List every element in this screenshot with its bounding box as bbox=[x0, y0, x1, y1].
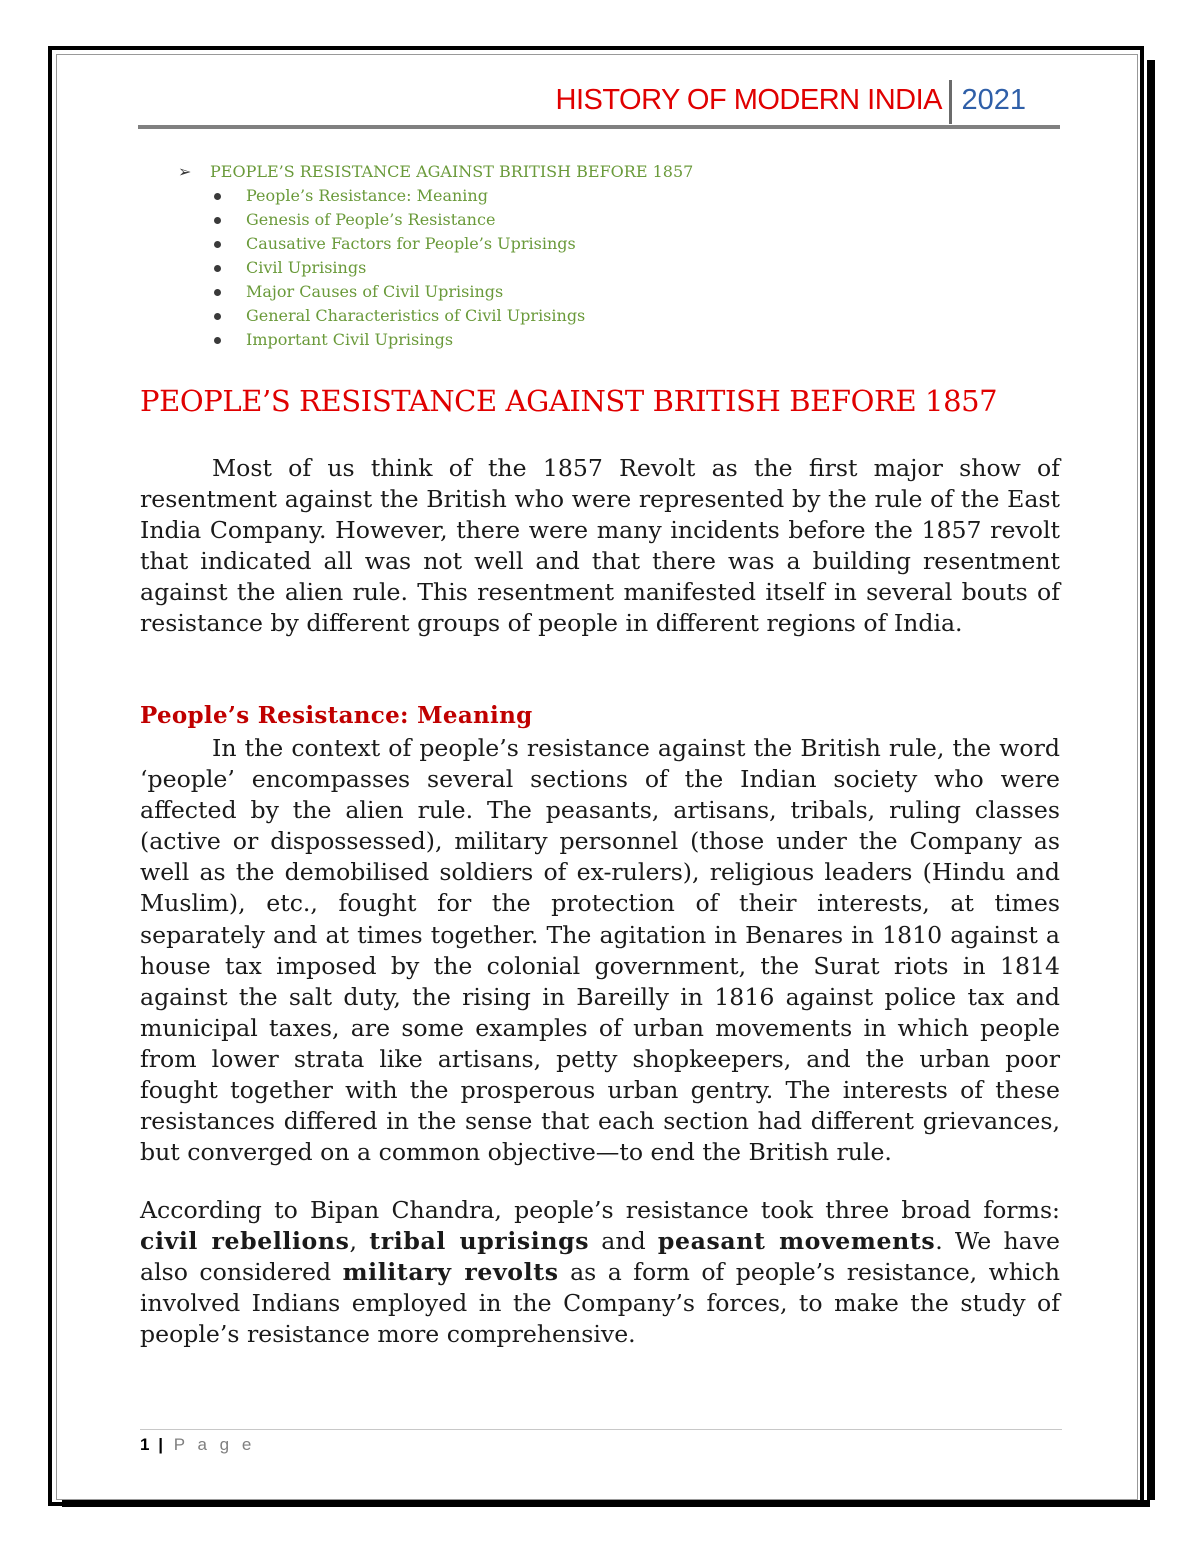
outline-item-label: People’s Resistance: Meaning bbox=[246, 186, 488, 205]
emphasis-tribal-uprisings: tribal uprisings bbox=[369, 1227, 590, 1256]
bullet-icon bbox=[214, 193, 221, 200]
header-year: 2021 bbox=[961, 84, 1026, 116]
outline-item bbox=[178, 208, 1038, 232]
outline-item-label: Genesis of People’s Resistance bbox=[246, 210, 496, 229]
bullet-icon bbox=[214, 289, 221, 296]
outline-item-label: General Characteristics of Civil Uprisings bbox=[246, 306, 586, 325]
page-header bbox=[138, 80, 1060, 130]
outline-item-label: Important Civil Uprisings bbox=[246, 330, 454, 349]
page-border-shadow-bottom bbox=[62, 1500, 1150, 1507]
text-run: and bbox=[589, 1227, 658, 1256]
page-border-shadow-right bbox=[1147, 60, 1155, 1500]
emphasis-military-revolts: military revolts bbox=[342, 1258, 559, 1287]
outline-item-label: Major Causes of Civil Uprisings bbox=[246, 282, 504, 301]
footer-separator: | bbox=[158, 1435, 163, 1454]
bullet-icon bbox=[214, 217, 221, 224]
page-number: 1 bbox=[140, 1435, 150, 1454]
outline-item bbox=[178, 184, 1038, 208]
outline-list bbox=[178, 184, 1038, 352]
arrow-bullet-icon: ➢ bbox=[178, 162, 192, 181]
bipan-chandra-paragraph bbox=[140, 1195, 1060, 1350]
outline-item bbox=[178, 328, 1038, 352]
outline-heading-row bbox=[178, 160, 1038, 184]
meaning-paragraph: In the context of people’s resistance against the British rule, the word ‘people’ encompasses several sections of the Indian society who were affected by the alien rule. The peasants, artisans, tribals, ruling classes (active or dispossessed), military personnel (those under the Company as well as the demobilised soldiers of ex-rulers), religious leaders (Hindu and Muslim), etc., fought for the protection of their interests, at times separately and at times together. The agitation in Benares in 1810 against a house tax imposed by the colonial government, the Surat riots in 1814 against the salt duty, the rising in Bareilly in 1816 against police tax and municipal taxes, are some examples of urban movements in which people from lower strata like artisans, petty shopkeepers, and the urban poor fought together with the prosperous urban gentry. The interests of these resistances differed in the sense that each section had different grievances, but converged on a common objective—to end the British rule. bbox=[140, 734, 1060, 1167]
page-label: P a g e bbox=[173, 1435, 256, 1454]
outline-item bbox=[178, 280, 1038, 304]
text-run: . We have also considered bbox=[140, 1227, 1061, 1287]
intro-paragraph: Most of us think of the 1857 Revolt as the first major show of resentment against the British who were represented by the rule of the East India Company. However, there were many incidents before the 1857 revolt that indicated all was not well and that there was a building resentment against the alien rule. This resentment manifested itself in several bouts of resistance by different groups of people in different regions of India. bbox=[140, 454, 1060, 638]
section-heading-meaning: People’s Resistance: Meaning bbox=[140, 702, 533, 729]
outline-item-label: Civil Uprisings bbox=[246, 258, 367, 277]
text-run: According to Bipan Chandra, people’s resistance took three broad forms: bbox=[140, 1196, 1060, 1224]
emphasis-civil-rebellions: civil rebellions bbox=[140, 1227, 350, 1256]
outline-heading: PEOPLE’S RESISTANCE AGAINST BRITISH BEFORE 1857 bbox=[210, 162, 694, 181]
outline-item bbox=[178, 256, 1038, 280]
bullet-icon bbox=[214, 265, 221, 272]
topic-outline bbox=[178, 160, 1038, 352]
header-rule bbox=[138, 125, 1060, 129]
bullet-icon bbox=[214, 241, 221, 248]
footer-rule bbox=[140, 1429, 1062, 1430]
outline-item-label: Causative Factors for People’s Uprisings bbox=[246, 234, 576, 253]
outline-item bbox=[178, 304, 1038, 328]
main-heading: PEOPLE’S RESISTANCE AGAINST BRITISH BEFORE 1857 bbox=[140, 384, 998, 418]
bullet-icon bbox=[214, 337, 221, 344]
bullet-icon bbox=[214, 313, 221, 320]
outline-item bbox=[178, 232, 1038, 256]
header-separator bbox=[949, 80, 952, 124]
emphasis-peasant-movements: peasant movements bbox=[657, 1227, 936, 1256]
page-footer bbox=[140, 1435, 255, 1455]
text-run: , bbox=[349, 1227, 370, 1256]
text-run: as a form of people’s resistance, which involved Indians employed in the Company’s forces, to make the study of people’s resistance more comprehensive. bbox=[140, 1258, 1060, 1349]
header-title: HISTORY OF MODERN INDIA bbox=[555, 84, 942, 116]
